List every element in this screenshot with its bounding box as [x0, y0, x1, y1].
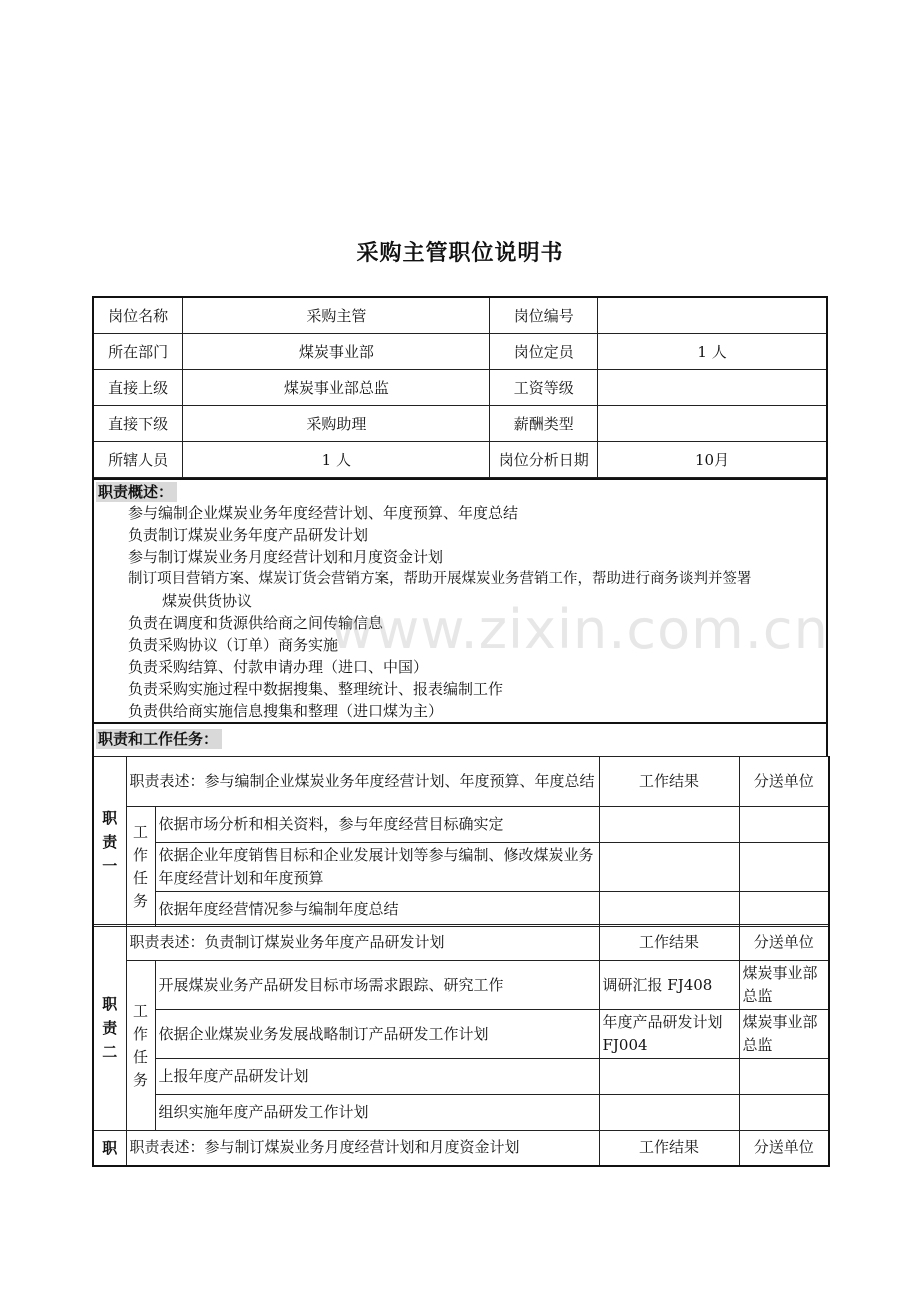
info-label: 岗位定员	[490, 334, 598, 370]
info-row	[93, 442, 827, 478]
task-text: 组织实施年度产品研发工作计划	[155, 1095, 599, 1131]
dept-header: 分送单位	[739, 925, 829, 961]
task-label: 工作任务	[132, 822, 148, 910]
task-label-cell	[126, 961, 155, 1131]
result-header: 工作结果	[599, 925, 739, 961]
task-dept	[739, 1095, 829, 1131]
duty-description: 职责表述：参与编制企业煤炭业务年度经营计划、年度预算、年度总结	[126, 757, 599, 807]
info-value	[598, 406, 827, 442]
task-result	[599, 807, 739, 843]
result-header: 工作结果	[599, 1131, 739, 1166]
result-header: 工作结果	[599, 757, 739, 807]
document-title: 采购主管职位说明书	[356, 241, 564, 266]
info-value: 煤炭事业部总监	[183, 370, 490, 406]
task-dept	[739, 1059, 829, 1095]
overview-item: 负责供给商实施信息搜集和整理（进口煤为主）	[128, 702, 444, 720]
duty-two-table	[92, 924, 830, 1131]
duty-label	[93, 925, 126, 1131]
task-result	[599, 843, 739, 892]
task-text: 依据年度经营情况参与编制年度总结	[155, 892, 599, 927]
info-value: 采购主管	[183, 297, 490, 334]
overview-heading: 职责概述：	[96, 482, 177, 502]
info-row	[93, 334, 827, 370]
duty-one-label: 职责一	[102, 808, 118, 875]
duty-description: 职责表述：参与制订煤炭业务月度经营计划和月度资金计划	[126, 1131, 599, 1166]
overview-item: 负责采购结算、付款申请办理（进口、中国）	[128, 658, 429, 676]
task-dept	[739, 807, 829, 843]
info-label: 所辖人员	[93, 442, 183, 478]
info-value: 采购助理	[183, 406, 490, 442]
task-dept: 煤炭事业部总监	[739, 1010, 829, 1059]
overview-item-continued: 煤炭供货协议	[162, 592, 253, 610]
task-text: 开展煤炭业务产品研发目标市场需求跟踪、研究工作	[155, 961, 599, 1010]
duty-one-table	[92, 756, 830, 927]
task-dept	[739, 892, 829, 927]
duty-three-label: 职	[93, 1131, 126, 1166]
duty-description: 职责表述：负责制订煤炭业务年度产品研发计划	[126, 925, 599, 961]
info-value	[598, 297, 827, 334]
duty-three-table	[92, 1130, 830, 1167]
task-result	[599, 1059, 739, 1095]
task-dept	[739, 843, 829, 892]
duty-two-label: 职责二	[102, 994, 118, 1061]
dept-header: 分送单位	[739, 757, 829, 807]
info-row	[93, 406, 827, 442]
info-label: 直接上级	[93, 370, 183, 406]
task-text: 上报年度产品研发计划	[155, 1059, 599, 1095]
task-text: 依据市场分析和相关资料，参与年度经营目标确实定	[155, 807, 599, 843]
duties-heading-row	[92, 720, 828, 756]
overview-item: 参与制订煤炭业务月度经营计划和月度资金计划	[128, 548, 444, 566]
overview-item: 负责在调度和货源供给商之间传输信息	[128, 614, 384, 632]
watermark: www.zixin.com.cn	[330, 598, 829, 661]
info-label: 所在部门	[93, 334, 183, 370]
position-info-table	[92, 296, 828, 478]
overview-item: 负责制订煤炭业务年度产品研发计划	[128, 526, 369, 544]
task-result: 调研汇报 FJ408	[599, 961, 739, 1010]
overview-item: 参与编制企业煤炭业务年度经营计划、年度预算、年度总结	[128, 504, 519, 522]
task-result	[599, 1095, 739, 1131]
info-label: 工资等级	[490, 370, 598, 406]
info-label: 薪酬类型	[490, 406, 598, 442]
task-label-cell	[126, 807, 155, 927]
info-row	[93, 370, 827, 406]
task-dept: 煤炭事业部总监	[739, 961, 829, 1010]
info-value: 煤炭事业部	[183, 334, 490, 370]
task-result: 年度产品研发计划 FJ004	[599, 1010, 739, 1059]
task-label: 工作任务	[132, 1001, 148, 1089]
info-label: 岗位名称	[93, 297, 183, 334]
overview-item: 制订项目营销方案、煤炭订货会营销方案，帮助开展煤炭业务营销工作，帮助进行商务谈判并签署	[128, 571, 752, 587]
duty-label	[93, 757, 126, 927]
info-value: 10月	[598, 442, 827, 478]
info-value: 1 人	[183, 442, 490, 478]
overview-item: 负责采购协议（订单）商务实施	[128, 636, 339, 654]
info-label: 岗位编号	[490, 297, 598, 334]
task-result	[599, 892, 739, 927]
duties-heading: 职责和工作任务：	[96, 729, 222, 749]
overview-item: 负责采购实施过程中数据搜集、整理统计、报表编制工作	[128, 680, 504, 698]
task-text: 依据企业煤炭业务发展战略制订产品研发工作计划	[155, 1010, 599, 1059]
info-value: 1 人	[598, 334, 827, 370]
dept-header: 分送单位	[739, 1131, 829, 1166]
info-value	[598, 370, 827, 406]
info-row	[93, 297, 827, 334]
info-label: 岗位分析日期	[490, 442, 598, 478]
info-label: 直接下级	[93, 406, 183, 442]
task-text: 依据企业年度销售目标和企业发展计划等参与编制、修改煤炭业务年度经营计划和年度预算	[155, 843, 599, 892]
